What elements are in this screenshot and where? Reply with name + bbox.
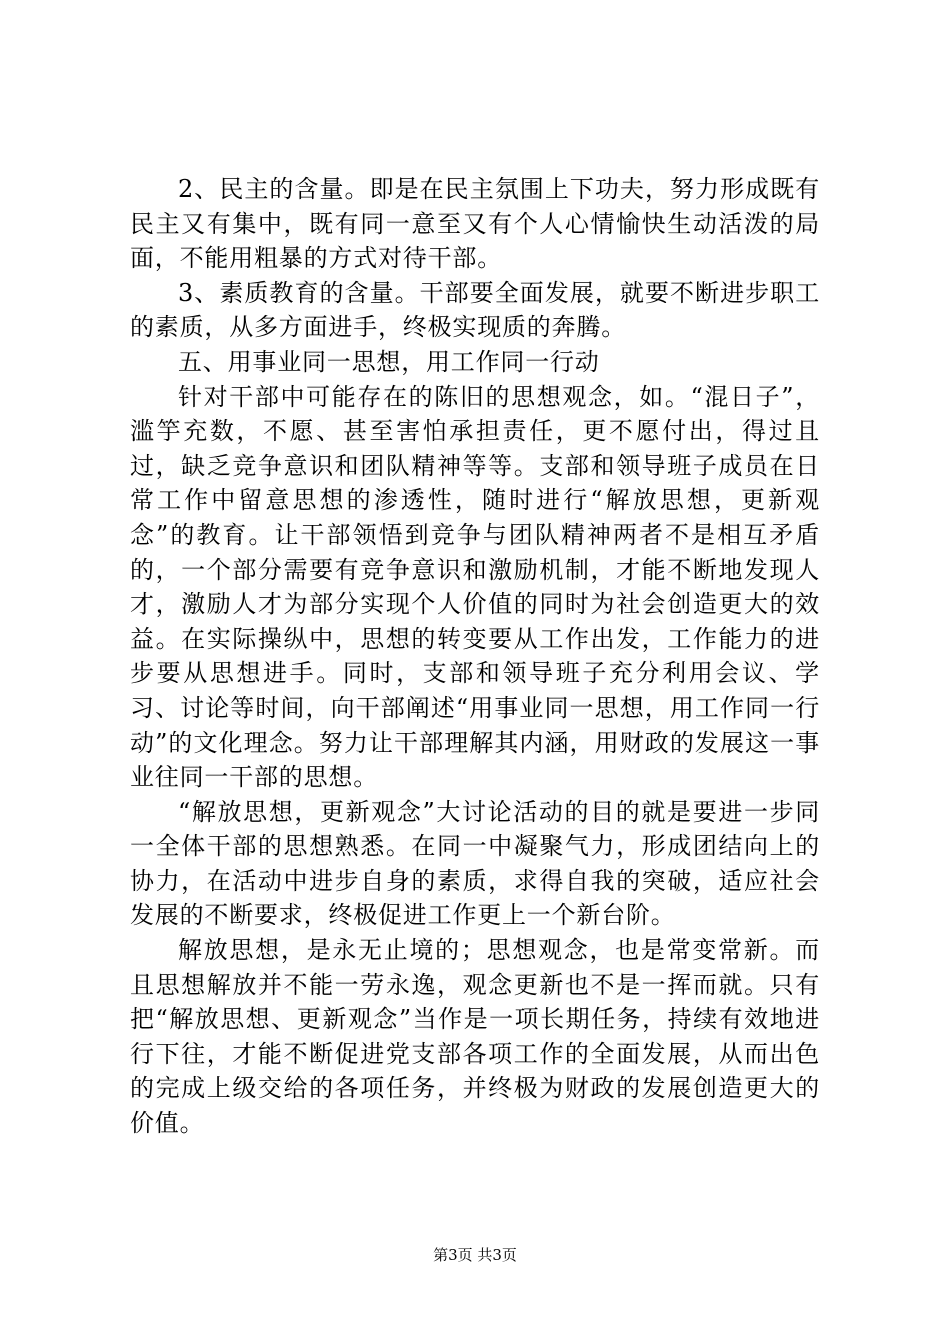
paragraph-democracy: 2、民主的含量。即是在民主氛围上下功夫，努力形成既有民主又有集中，既有同一意至又有个人心情愉快生动活泼的局面，不能用粗暴的方式对待干部。 (130, 175, 820, 273)
paragraph-conclusion: 解放思想，是永无止境的；思想观念，也是常变常新。而且思想解放并不能一劳永逸，观念更新也不是一挥而就。只有把“解放思想、更新观念”当作是一项长期任务，持续有效地进行下往，才能不断促进党支部各项工作的全面发展，从而出色的完成上级交给的各项任务，并终极为财政的发展创造更大的价值。 (130, 936, 820, 1138)
document-body (130, 172, 820, 1141)
section-heading: 五、用事业同一思想，用工作同一行动 (178, 347, 600, 376)
page-number-footer: 第3页 共3页 (433, 1246, 517, 1264)
paragraph-quality-education: 3、素质教育的含量。干部要全面发展，就要不断进步职工的素质，从多方面进手，终极实现质的奔腾。 (130, 278, 820, 342)
paragraph-old-thinking: 针对干部中可能存在的陈旧的思想观念，如。“混日子”，滥竽充数，不愿、甚至害怕承担责任，更不愿付出，得过且过，缺乏竞争意识和团队精神等等。支部和领导班子成员在日常工作中留意思想的渗透性，随时进行“解放思想，更新观念”的教育。让干部领悟到竞争与团队精神两者不是相互矛盾的，一个部分需要有竞争意识和激励机制，才能不断地发现人才，激励人才为部分实现个人价值的同时为社会创造更大的效益。在实际操纵中，思想的转变要从工作出发，工作能力的进步要从思想进手。同时，支部和领导班子充分利用会议、学习、讨论等时间，向干部阐述“用事业同一思想，用工作同一行动”的文化理念。努力让干部理解其内涵，用财政的发展这一事业往同一干部的思想。 (130, 382, 820, 792)
paragraph-discussion-goal: “解放思想，更新观念”大讨论活动的目的就是要进一步同一全体干部的思想熟悉。在同一中凝聚气力，形成团结向上的协力，在活动中进步自身的素质，求得自我的突破，适应社会发展的不断要求，终极促进工作更上一个新台阶。 (130, 797, 820, 930)
